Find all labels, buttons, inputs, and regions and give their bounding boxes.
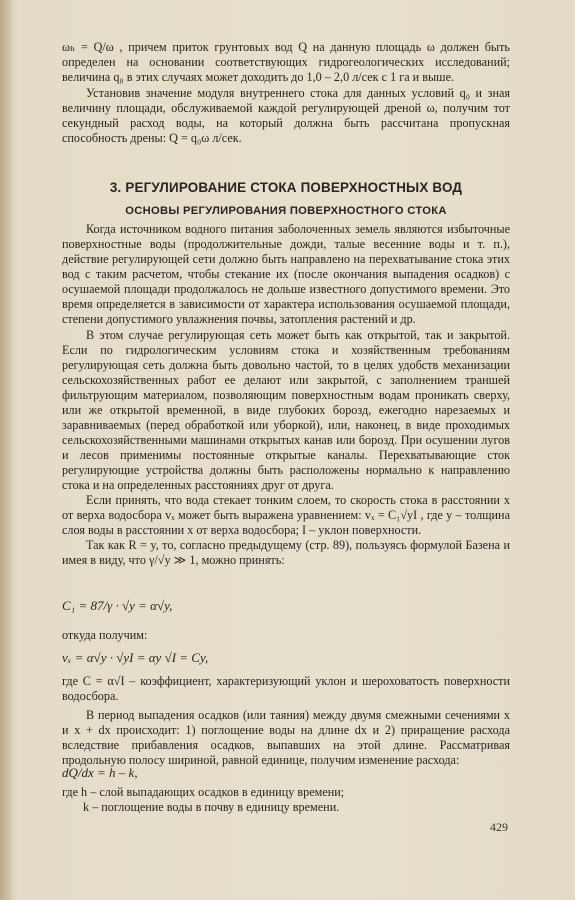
- formula-2-block: [62, 650, 510, 665]
- subsection-title: ОСНОВЫ РЕГУЛИРОВАНИЯ ПОВЕРХНОСТНОГО СТОКА: [125, 205, 447, 217]
- formula-2: vₓ = α√y · √yI = αy √I = Cy,: [62, 650, 209, 665]
- paragraph-3: Если принять, что вода стекает тонким слоем, то скорость стока в расстоянии x от верха водосбора vₓ может быть выражена уравнением: vₓ = C₁√yI , где y – толщина слоя воды в расстоянии x от верха водосбора; I – уклон поверхности.: [62, 493, 510, 537]
- intro-block: [62, 40, 510, 146]
- paragraph-4: Так как R = y, то, согласно предыдущему (стр. 89), пользуясь формулой Базена и имея в виду, что γ/√y ≫ 1, можно принять:: [62, 538, 510, 567]
- label-1: откуда получим:: [62, 628, 148, 642]
- intro-paragraph-2: Установив значение модуля внутреннего стока для данных условий q₀ и зная величину площади, обслуживаемой каждой регулирующей дреной ω, получим тот секундный расход воды, на который должна быть рассчитана пропускная способность дрены: Q = q₀ω л/сек.: [62, 86, 510, 145]
- formula-3-block: [62, 765, 510, 780]
- page-number: 429: [490, 820, 508, 834]
- paragraph-6: В период выпадения осадков (или таяния) между двумя смежными сечениями x и x + dx происходит: 1) поглощение воды на длине dx и 2) приращение расхода вследствие прибавления осадков, выпавших на этой длине. Рассматривая продольную полосу шириной, равной единице, получим изменение расхода:: [62, 708, 510, 767]
- section-title: 3. РЕГУЛИРОВАНИЕ СТОКА ПОВЕРХНОСТНЫХ ВОД: [109, 180, 463, 195]
- label-1-block: [62, 628, 510, 643]
- paragraph-2: В этом случае регулирующая сеть может быть как открытой, так и закрытой. Если по гидрологическим условиям стока и хозяйственным требованиям регулирующая сеть должна быть довольно частой, то в целях удобств механизации сельскохозяйственных работ ее делают или закрытой, с заполнением траншей фильтрующим материалом, позволяющим поверхностным водам проникать сверху, или же открытой временной, в виде глубоких борозд, ежегодно нарезаемых и заравниваемых (перед обработкой или уборкой), или, наконец, в виде проходимых сельскохозяйственными машинами открытых канав или борозд. При осушении лугов и лесов применимы постоянные открытые каналы. Перехватывающие сток регулирующие устройства должны быть расположены нормально к направлению стока и на определенных расстояниях друг от друга.: [62, 328, 510, 492]
- book-spine-shadow: [0, 0, 12, 900]
- definition-h: где h – слой выпадающих осадков в единицу времени;: [62, 785, 345, 799]
- definitions-block: [62, 785, 510, 815]
- intro-paragraph-1: ωₕ = Q/ω , причем приток грунтовых вод Q на данную площадь ω должен быть определен на основании соответствующих гидрогеологических исследований; величина q₀ в этих случаях может доходить до 1,0 – 2,0 л/сек с 1 га и выше.: [62, 40, 510, 84]
- formula-1-block: [62, 598, 510, 613]
- formula-1: C₁ = 87/γ · √y = α√y,: [62, 598, 173, 613]
- main-text: [62, 222, 510, 568]
- paragraph-5: где C = α√I – коэффициент, характеризующий уклон и шероховатость поверхности водосбора.: [62, 674, 510, 703]
- section-heading-block: [62, 180, 510, 217]
- definition-k: k – поглощение воды в почву в единицу времени.: [83, 800, 340, 814]
- formula-3: dQ/dx = h – k,: [62, 765, 138, 780]
- lower-text: [62, 674, 510, 768]
- paragraph-1: Когда источником водного питания заболоченных земель являются избыточные поверхностные воды (продолжительные дожди, талые весенние воды и т. п.), действие регулирующей сети должно быть направлено на перехватывание стока этих вод с таким расчетом, чтобы стекание их (после окончания выпадения осадков) с осушаемой площади продолжалось не дольше известного допустимого времени. Это время определяется в зависимости от характера использования осушаемой площади, степени допустимого увлажнения почвы, затопления растений и др.: [62, 222, 510, 326]
